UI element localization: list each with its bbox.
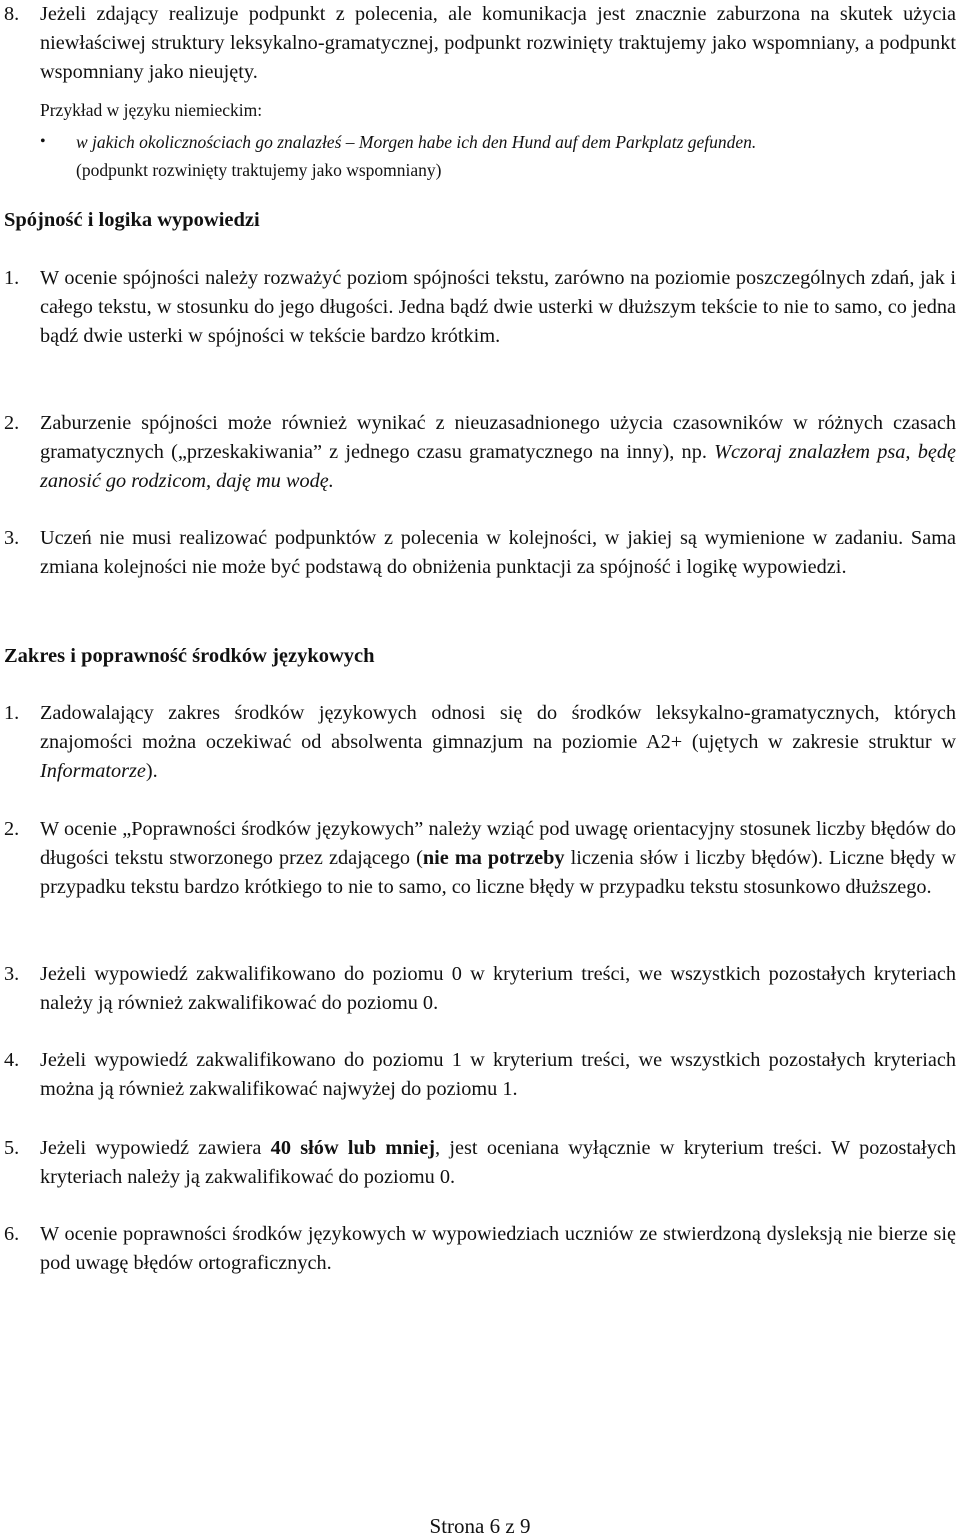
item-text — [40, 699, 956, 786]
example-note: (podpunkt rozwinięty traktujemy jako wspomniany) — [76, 160, 442, 180]
item-italic: Informatorze — [40, 760, 146, 782]
item-number: 2. — [4, 412, 20, 434]
item-number: 1. — [4, 267, 20, 289]
section-heading-language: Zakres i poprawność środków językowych — [4, 645, 375, 667]
item-number: 1. — [4, 702, 20, 724]
item-text: W ocenie spójności należy rozważyć poziom spójności tekstu, zarówno na poziomie poszczególnych zdań, jak i całego tekstu, w stosunku do jego długości. Jedna bądź dwie usterki w dłuższym tekście to nie to samo, co jedna bądź dwie usterki w spójności w tekście bardzo krótkim. — [40, 267, 956, 347]
item-example-italic: Wczoraj znalazłem psa, będę zanosić go rodzicom, daję mu wodę. — [40, 441, 956, 492]
item-text-part: , jest oceniana wyłącznie w kryterium treści. W pozostałych kryteriach należy ją zakwalifikować do poziomu 0. — [40, 1137, 956, 1188]
item-number: 3. — [4, 527, 20, 549]
list-item-coherence-3 — [4, 524, 956, 582]
list-item-8 — [4, 0, 956, 87]
item-text-part: W ocenie „Poprawności środków językowych” należy wziąć pod uwagę orientacyjny stosunek liczby błędów do długości tekstu stworzonego przez zdającego ( — [40, 818, 956, 869]
item-text — [40, 815, 956, 902]
item-number: 4. — [4, 1049, 20, 1071]
section-heading-coherence: Spójność i logika wypowiedzi — [4, 209, 260, 231]
example-intro: Przykład w języku niemieckim: — [40, 100, 263, 120]
item-number: 6. — [4, 1223, 20, 1245]
item-text: Uczeń nie musi realizować podpunktów z polecenia w kolejności, w jakiej są wymienione w zadaniu. Sama zmiana kolejności nie może być podstawą do obniżenia punktacji za spójność i logikę wypowiedzi. — [40, 527, 956, 578]
example-block — [40, 128, 956, 184]
bullet-icon: • — [40, 133, 46, 150]
item-text — [40, 1134, 956, 1192]
item-text-part: ). — [145, 760, 158, 782]
item-text-part: Jeżeli wypowiedź zawiera — [40, 1137, 271, 1159]
list-item-language-1 — [4, 699, 956, 786]
list-item-language-2 — [4, 815, 956, 902]
list-item-language-4 — [4, 1046, 956, 1104]
list-item-language-3 — [4, 960, 956, 1018]
item-text-part: Zaburzenie spójności może również wynikać z nieuzasadnionego użycia czasowników w różnych czasach gramatycznych („przeskakiwania” z jednego czasu gramatycznego na inny), np. — [40, 412, 956, 463]
item-number: 5. — [4, 1137, 20, 1159]
list-item-language-6 — [4, 1220, 956, 1278]
example-sentence: w jakich okolicznościach go znalazłeś – Morgen habe ich den Hund auf dem Parkplatz gefunden. — [76, 132, 757, 152]
item-number: 2. — [4, 818, 20, 840]
list-item-coherence-1 — [4, 264, 956, 351]
item-text-part: Zadowalający zakres środków językowych odnosi się do środków leksykalno-gramatycznych, których znajomości można oczekiwać od absolwenta gimnazjum na poziomie A2+ (ujętych w zakresie struktur w — [40, 702, 956, 753]
item-bold: 40 słów lub mniej — [270, 1137, 435, 1159]
item-bold: nie ma potrzeby — [422, 847, 565, 869]
item-text — [40, 409, 956, 496]
item-number: 8. — [4, 3, 20, 25]
list-item-coherence-2 — [4, 409, 956, 496]
item-number: 3. — [4, 963, 20, 985]
item-text-part: liczenia słów i liczby błędów). Liczne błędy w przypadku tekstu bardzo krótkiego to nie to samo, co liczne błędy w przypadku tekstu stosunkowo dłuższego. — [40, 847, 956, 898]
list-item-language-5 — [4, 1134, 956, 1192]
item-text: W ocenie poprawności środków językowych w wypowiedziach uczniów ze stwierdzoną dysleksją nie bierze się pod uwagę błędów ortograficznych. — [40, 1223, 956, 1274]
item-text: Jeżeli wypowiedź zakwalifikowano do poziomu 1 w kryterium treści, we wszystkich pozostałych kryteriach można ją również zakwalifikować najwyżej do poziomu 1. — [40, 1049, 956, 1100]
item-text: Jeżeli wypowiedź zakwalifikowano do poziomu 0 w kryterium treści, we wszystkich pozostałych kryteriach należy ją również zakwalifikować do poziomu 0. — [40, 963, 956, 1014]
page-number: Strona 6 z 9 — [429, 1514, 531, 1538]
item-text: Jeżeli zdający realizuje podpunkt z polecenia, ale komunikacja jest znacznie zaburzona na skutek użycia niewłaściwej struktury leksykalno-gramatycznej, podpunkt rozwinięty traktujemy jako wspomniany, a podpunkt wspomniany jako nieujęty. — [40, 3, 956, 83]
